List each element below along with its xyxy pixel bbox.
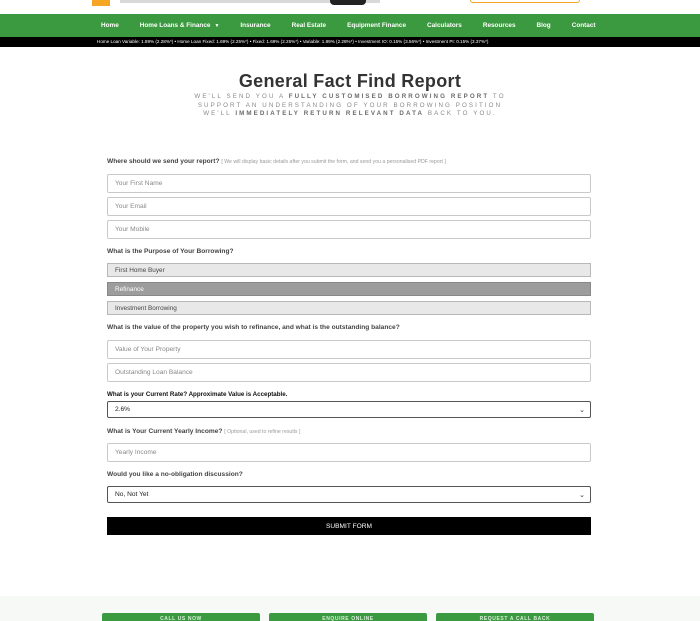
nav-item-resources[interactable]: Resources	[482, 22, 516, 29]
purpose-option-investment-borrowing[interactable]: Investment Borrowing	[107, 301, 591, 315]
submit-form-button[interactable]: SUBMIT FORM	[107, 517, 591, 535]
nav-item-label: Home Loans & Finance	[139, 22, 211, 29]
logo-mark	[330, 0, 366, 5]
question-note: [ Optional, used to refine results ]	[224, 429, 301, 435]
page-subtitle	[0, 93, 700, 119]
header-cta-button[interactable]	[470, 0, 580, 3]
subtitle-text: TO	[489, 93, 506, 100]
enquire-online-button[interactable]: ENQUIRE ONLINE	[269, 613, 427, 621]
rates-ticker: Home Loan Variable: 1.89% (2.28%*) • Home Loan Fixed: 1.69% (2.25%*) • Fixed: 1.69% (2.25%*) • Variable: 1.89% (2.28%*) • Investment IO: 0.15% (3.56%*) • Investment PI: 0.15% (3.37%*)	[0, 37, 700, 47]
call-us-button[interactable]: CALL US NOW	[102, 613, 260, 621]
email-field[interactable]: Your Email	[107, 197, 591, 216]
question-label: What is Your Current Yearly Income?	[107, 428, 223, 435]
yearly-income-field[interactable]: Yearly Income	[107, 443, 591, 462]
subtitle-line-1	[0, 93, 700, 102]
subtitle-line-3	[0, 110, 700, 119]
question-property-value: What is the value of the property you wish to refinance, and what is the outstanding balance?	[107, 324, 400, 331]
nav-item-insurance[interactable]: Insurance	[240, 22, 271, 29]
discussion-value: No, Not Yet	[115, 491, 149, 498]
question-note: [ We will display basic details after you submit the form, and send you a personalised PDF report ]	[221, 159, 446, 165]
question-purpose: What is the Purpose of Your Borrowing?	[107, 248, 234, 255]
property-value-field[interactable]: Value of Your Property	[107, 340, 591, 359]
loan-balance-field[interactable]: Outstanding Loan Balance	[107, 363, 591, 382]
question-current-rate: What is your Current Rate? Approximate Value is Acceptable.	[107, 391, 288, 398]
nav-item-calculators[interactable]: Calculators	[427, 22, 462, 29]
main-nav	[0, 14, 700, 37]
nav-item-home[interactable]: Home	[101, 22, 119, 29]
nav-item-real-estate[interactable]: Real Estate	[291, 22, 327, 29]
header-strip	[0, 0, 700, 14]
chevron-down-icon: ⌄	[579, 406, 585, 414]
question-send-report	[107, 158, 591, 165]
nav-item-equipment-finance[interactable]: Equipment Finance	[347, 22, 407, 29]
question-discussion: Would you like a no-obligation discussion?	[107, 471, 243, 478]
mobile-field[interactable]: Your Mobile	[107, 220, 591, 239]
nav-item-blog[interactable]: Blog	[536, 22, 551, 29]
subtitle-text: WE'LL SEND YOU A	[194, 93, 289, 100]
purpose-option-refinance[interactable]: Refinance	[107, 282, 591, 296]
purpose-option-first-home-buyer[interactable]: First Home Buyer	[107, 263, 591, 277]
nav-item-contact[interactable]: Contact	[571, 22, 596, 29]
subtitle-emphasis: FULLY CUSTOMISED BORROWING REPORT	[288, 93, 490, 100]
chevron-down-icon: ⌄	[579, 491, 585, 499]
request-call-back-button[interactable]: REQUEST A CALL BACK	[436, 613, 594, 621]
subtitle-text: WE'LL	[203, 110, 236, 117]
subtitle-emphasis: IMMEDIATELY RETURN RELEVANT DATA	[235, 110, 425, 117]
first-name-field[interactable]: Your First Name	[107, 174, 591, 193]
question-label: Where should we send your report?	[107, 158, 220, 165]
current-rate-value: 2.6%	[115, 406, 131, 413]
subtitle-line-2: SUPPORT AN UNDERSTANDING OF YOUR BORROWING POSITION	[197, 101, 503, 109]
nav-item-home-loans[interactable]	[140, 22, 220, 29]
subtitle-text: BACK TO YOU.	[424, 110, 497, 117]
page-title: General Fact Find Report	[238, 71, 462, 91]
current-rate-select[interactable]	[107, 401, 591, 418]
chevron-down-icon: ▼	[214, 23, 220, 29]
logo-icon[interactable]	[92, 0, 110, 6]
discussion-select[interactable]	[107, 486, 591, 503]
question-yearly-income	[107, 428, 591, 435]
